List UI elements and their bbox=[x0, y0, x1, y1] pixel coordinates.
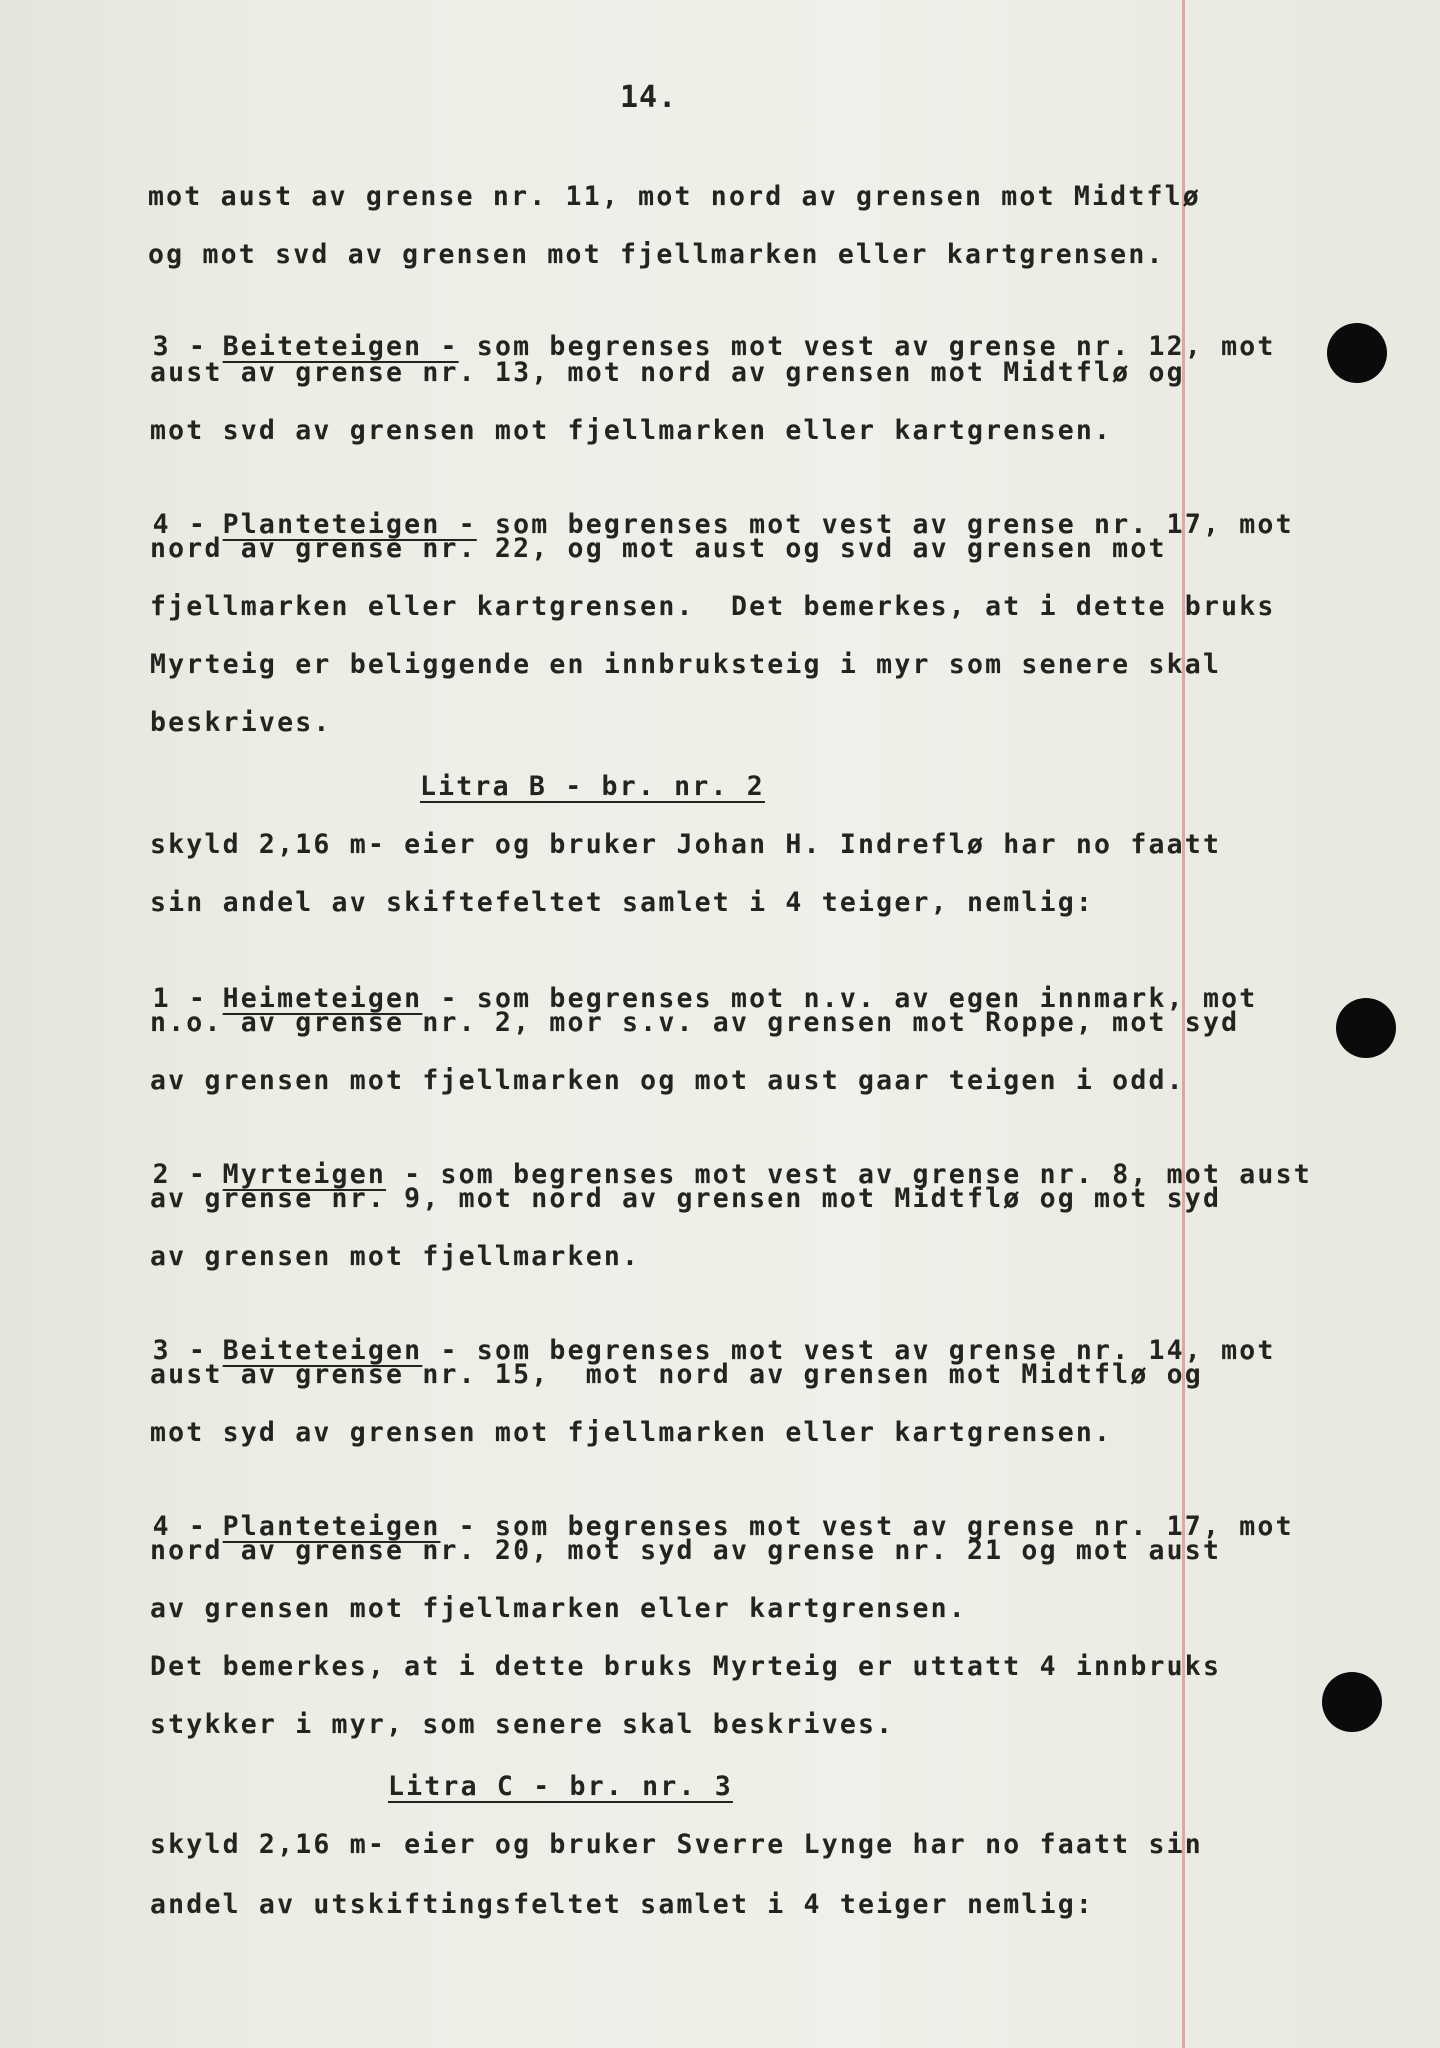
text-line: av grensen mot fjellmarken eller kartgrensen. bbox=[150, 1593, 967, 1624]
punch-hole-icon bbox=[1327, 323, 1387, 383]
page-number: 14. bbox=[620, 80, 678, 115]
text-line: skyld 2,16 m- eier og bruker Sverre Lynge har no faatt sin bbox=[150, 1829, 1203, 1860]
paragraph-heading: Myrteigen bbox=[222, 1159, 387, 1190]
paragraph-text: - som begrenses mot vest av grense nr. 14, mot bbox=[422, 1335, 1276, 1366]
text-line: aust av grense nr. 15, mot nord av grensen mot Midtflø og bbox=[150, 1359, 1203, 1390]
paragraph-number: 3 - bbox=[152, 1335, 208, 1366]
paragraph-text: som begrenses mot vest av grense nr. 12, mot bbox=[458, 331, 1276, 362]
paragraph-number: 2 - bbox=[152, 1159, 208, 1190]
text-line: av grense nr. 9, mot nord av grensen mot Midtflø og mot syd bbox=[150, 1183, 1222, 1214]
text-line: mot aust av grense nr. 11, mot nord av grensen mot Midtflø bbox=[148, 181, 1201, 212]
text-line: av grensen mot fjellmarken og mot aust gaar teigen i odd. bbox=[150, 1065, 1185, 1096]
paragraph-text: - som begrenses mot vest av grense nr. 17, mot bbox=[440, 1511, 1294, 1542]
text-line: Myrteig er beliggende en innbruksteig i myr som senere skal bbox=[150, 649, 1222, 680]
paragraph-heading: Planteteigen - bbox=[222, 509, 477, 540]
punch-hole-icon bbox=[1322, 1672, 1382, 1732]
paragraph-heading: Beiteteigen - bbox=[222, 331, 459, 362]
text-line: andel av utskiftingsfeltet samlet i 4 teiger nemlig: bbox=[150, 1889, 1095, 1920]
paragraph-number: 1 - bbox=[152, 983, 208, 1014]
text-line: nord av grense nr. 20, mot syd av grense nr. 21 og mot aust bbox=[150, 1535, 1222, 1566]
paragraph-number: 4 - bbox=[152, 1511, 208, 1542]
text-line: beskrives. bbox=[150, 707, 332, 738]
paragraph-number: 3 - bbox=[152, 331, 208, 362]
punch-hole-icon bbox=[1336, 998, 1396, 1058]
text-line: og mot svd av grensen mot fjellmarken eller kartgrensen. bbox=[148, 239, 1165, 270]
text-line: Det bemerkes, at i dette bruks Myrteig er uttatt 4 innbruks bbox=[150, 1651, 1222, 1682]
paragraph-heading: Planteteigen bbox=[222, 1511, 441, 1542]
text-line: av grensen mot fjellmarken. bbox=[150, 1241, 641, 1272]
text-line: aust av grense nr. 13, mot nord av grensen mot Midtflø og bbox=[150, 357, 1185, 388]
paragraph-heading: Heimeteigen bbox=[222, 983, 423, 1014]
text-line: stykker i myr, som senere skal beskrives. bbox=[150, 1709, 895, 1740]
text-line: mot svd av grensen mot fjellmarken eller kartgrensen. bbox=[150, 415, 1113, 446]
paragraph-heading: Beiteteigen bbox=[222, 1335, 423, 1366]
paragraph-text: som begrenses mot vest av grense nr. 17, mot bbox=[476, 509, 1294, 540]
text-line: n.o. av grense nr. 2, mor s.v. av grensen mot Roppe, mot syd bbox=[150, 1007, 1240, 1038]
text-line: nord av grense nr. 22, og mot aust og svd av grensen mot bbox=[150, 533, 1167, 564]
text-line: fjellmarken eller kartgrensen. Det bemerkes, at i dette bruks bbox=[150, 591, 1276, 622]
paragraph-text: - som begrenses mot vest av grense nr. 8, mot aust bbox=[386, 1159, 1312, 1190]
text-line: sin andel av skiftefeltet samlet i 4 teiger, nemlig: bbox=[150, 887, 1095, 918]
text-line: mot syd av grensen mot fjellmarken eller kartgrensen. bbox=[150, 1417, 1113, 1448]
paragraph-number: 4 - bbox=[152, 509, 208, 540]
section-heading-litra-c: Litra C - br. nr. 3 bbox=[388, 1771, 733, 1802]
section-heading-litra-b: Litra B - br. nr. 2 bbox=[420, 771, 765, 802]
text-line: skyld 2,16 m- eier og bruker Johan H. Indreflø har no faatt bbox=[150, 829, 1222, 860]
paragraph-text: - som begrenses mot n.v. av egen innmark, mot bbox=[422, 983, 1258, 1014]
